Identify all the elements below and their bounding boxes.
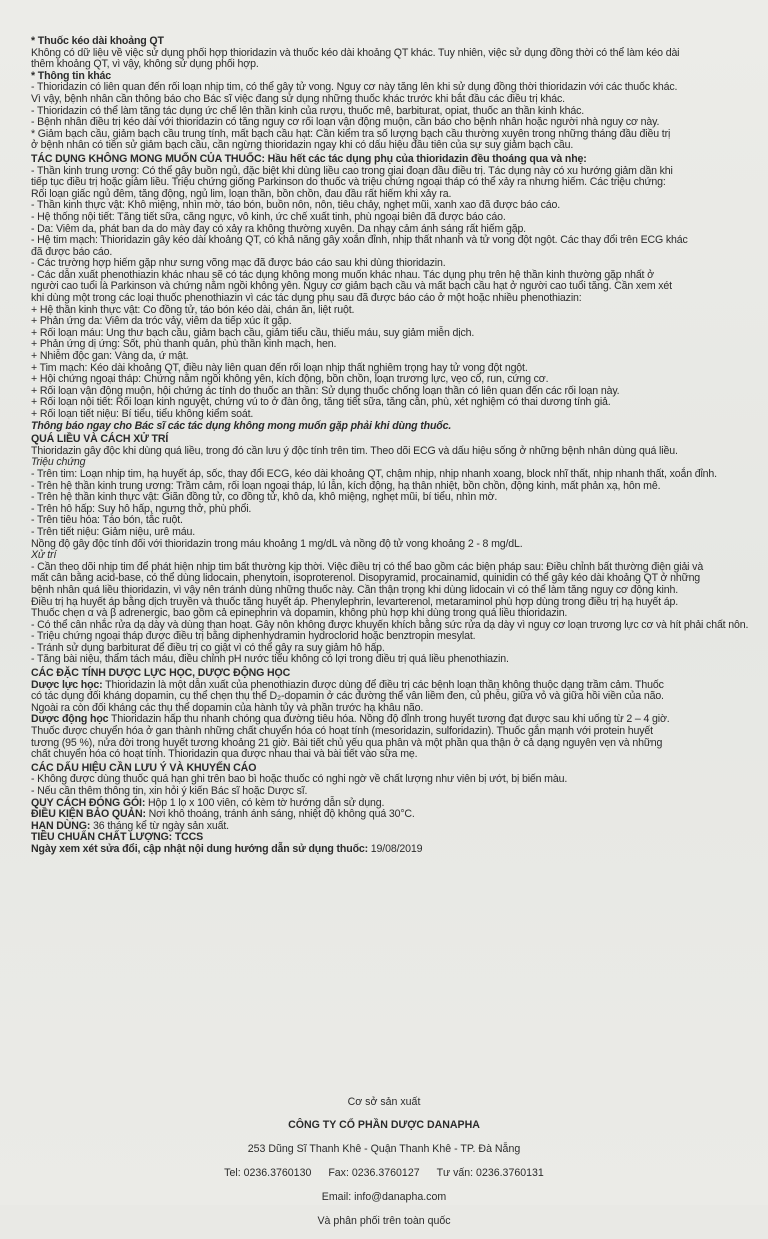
line-text: CÁC ĐẶC TÍNH DƯỢC LỰC HỌC, DƯỢC ĐỘNG HỌC bbox=[31, 667, 291, 680]
line-text: Thuốc được chuyển hóa ở gan thành những chất chuyển hóa có hoạt tính (mesoridazin, sulforidazin). Thuốc gắn mạnh với protein huyết bbox=[31, 725, 653, 738]
line-text: có tác dụng đối kháng dopamin, cụ thể chẹn thụ thể D₂-dopamin ở các đường thể vân liềm đen, củ phễu, giữa vỏ và giữa hồi viền của não. bbox=[31, 690, 664, 703]
advice-phone: Tư vấn: 0236.3760131 bbox=[436, 1167, 544, 1180]
line-text: * Thông tin khác bbox=[31, 69, 111, 82]
line-text: * Giảm bạch cầu, giảm bạch cầu trung tính, mất bạch cầu hạt: Cần kiểm tra số lượng bạch cầu thường xuyên trong những tháng đầu điều trị bbox=[31, 127, 671, 140]
line-text-rest: Thioridazin hấp thu nhanh chóng qua đường tiêu hóa. Nồng độ đỉnh trong huyết tương đạt được sau khi uống từ 2 – 4 giờ. bbox=[108, 713, 670, 726]
line-text: + Rối loạn nội tiết: Rối loạn kinh nguyệt, chứng vú to ở đàn ông, tăng tiết sữa, tăng cân, phù, xét nghiệm có thai dương tính giả. bbox=[31, 396, 611, 409]
line-text: - Không được dùng thuốc quá hạn ghi trên bao bì hoặc thuốc có nghi ngờ về chất lượng như viên bị ướt, bị biến màu. bbox=[31, 773, 568, 786]
line-text: Điều trị hạ huyết áp bằng dịch truyền và thuốc tăng huyết áp. Phenylephrin, levarterenol, metaraminol phù hợp dùng trong điều trị hạ huyết áp. bbox=[31, 595, 679, 608]
line-text: - Các dẫn xuất phenothiazin khác nhau sẽ có tác dụng không mong muốn khác nhau. Tác dụng phụ trên hệ thần kinh thường gặp nhất ở bbox=[31, 268, 654, 281]
line-text: Thuốc chẹn α và β adrenergic, bao gồm cả epinephrin và dopamin, không phù hợp khi dùng trong quá liều thioridazin. bbox=[31, 607, 568, 620]
fax: Fax: 0236.3760127 bbox=[328, 1167, 420, 1180]
company-address: 253 Dũng Sĩ Thanh Khê - Quận Thanh Khê - TP. Đà Nẵng bbox=[247, 1143, 521, 1156]
line-text: Dược động học bbox=[31, 713, 109, 726]
line-text: đã được báo cáo. bbox=[31, 245, 113, 258]
line-text: * Thuốc kéo dài khoảng QT bbox=[31, 35, 164, 47]
line-text: Thioridazin gây độc khi dùng quá liều, trong đó cần lưu ý độc tính trên tim. Theo dõi ECG và dấu hiệu sống ở những bệnh nhân dùng quá liều. bbox=[31, 444, 678, 457]
line-text: CÁC DẤU HIỆU CẦN LƯU Ý VÀ KHUYẾN CÁO bbox=[31, 761, 257, 774]
line-text: - Trên tiết niệu: Giảm niệu, urê máu. bbox=[31, 525, 196, 538]
line-text: - Bệnh nhân điều trị kéo dài với thioridazin có tăng nguy cơ rối loạn vận động muộn, cần báo cho bệnh nhân hoặc người nhà nguy cơ này. bbox=[31, 116, 660, 129]
line-text: HẠN DÙNG: bbox=[31, 819, 91, 832]
producer-label: Cơ sở sản xuất bbox=[347, 1095, 421, 1108]
text-line bbox=[31, 421, 753, 433]
manufacturer-footer bbox=[0, 1085, 768, 1239]
line-text: tương (95 %), nửa đời trong huyết tương khoảng 21 giờ. Bài tiết chủ yếu qua phân và một phần qua thận ở cả dạng nguyên vẹn và những bbox=[31, 736, 663, 749]
line-text: khi dùng một trong các loại thuốc phenothiazin vì các tác dụng phụ sau đã được báo cáo ở một hoặc nhiều phenothiazin: bbox=[31, 292, 582, 305]
line-text: Nồng độ gây độc tính đối với thioridazin trong máu khoảng 1 mg/dL và nồng độ tử vong khoảng 2 - 8 mg/dL. bbox=[31, 537, 523, 550]
line-text: - Thioridazin có thể làm tăng tác dụng ức chế lên thần kinh của rượu, thuốc mê, barbiturat, opiat, thuốc an thần kinh khác. bbox=[31, 104, 585, 117]
line-text: Vì vậy, bệnh nhân cần thông báo cho Bác sĩ việc đang sử dụng những thuốc khác trước khi bắt đầu các điều trị khác. bbox=[31, 92, 565, 105]
line-text: Thông báo ngay cho Bác sĩ các tác dụng không mong muốn gặp phải khi dùng thuốc. bbox=[31, 419, 452, 432]
line-text: chất chuyển hóa có hoạt tính. Thioridazin qua được nhau thai và bài tiết vào sữa mẹ. bbox=[31, 748, 418, 761]
line-text: - Các trường hợp hiếm gặp như sưng võng mạc đã được báo cáo sau khi dùng thioridazin. bbox=[31, 257, 446, 270]
line-text: Ngoài ra còn đối kháng các thụ thể dopamin của hành tủy và phần trước hạ khâu não. bbox=[31, 701, 424, 714]
company-name: CÔNG TY CỔ PHẦN DƯỢC DANAPHA bbox=[288, 1119, 480, 1132]
email: Email: info@danapha.com bbox=[321, 1191, 447, 1204]
line-text: - Da: Viêm da, phát ban da do mày đay có xảy ra không thường xuyên. Da nhạy cảm ánh sáng rất hiếm gặp. bbox=[31, 222, 526, 235]
line-text: + Hệ thần kinh thực vật: Co đồng tử, táo bón kéo dài, chán ăn, liệt ruột. bbox=[31, 303, 355, 316]
line-text: Triệu chứng bbox=[31, 456, 86, 469]
line-text: - Triệu chứng ngoại tháp được điều trị bằng diphenhydramin hydroclorid hoặc benztropin mesylat. bbox=[31, 630, 476, 643]
line-text: - Cần theo dõi nhịp tim để phát hiện nhịp tim bất thường kịp thời. Việc điều trị có thể bao gồm các biện pháp sau: Điều chỉnh bất thường điện giải và bbox=[31, 560, 704, 573]
line-text-rest: Hầu hết các tác dụng phụ của thioridazin đều thoáng qua và nhẹ: bbox=[264, 152, 587, 165]
line-text: - Trên hô hấp: Suy hô hấp, ngưng thở, phù phổi. bbox=[31, 502, 252, 515]
line-text-rest: 36 tháng kể từ ngày sản xuất. bbox=[90, 819, 229, 832]
line-text: ở bệnh nhân có tiền sử giảm bạch cầu, cần ngừng thioridazin ngay khi có dấu hiệu đầu tiên của sự suy giảm bạch cầu. bbox=[31, 139, 574, 152]
line-text: + Phản ứng da: Viêm da tróc vảy, viêm da tiếp xúc ít gặp. bbox=[31, 315, 292, 328]
line-text: - Hệ thống nội tiết: Tăng tiết sữa, căng ngực, vô kinh, ức chế xuất tinh, phù ngoại biên đã được báo cáo. bbox=[31, 210, 506, 223]
line-text: Dược lực học: bbox=[31, 678, 103, 691]
line-text-rest: Hộp 1 lọ x 100 viên, có kèm tờ hướng dẫn sử dụng. bbox=[145, 796, 385, 809]
text-line bbox=[31, 235, 753, 247]
line-text: tiếp tục điều trị hoặc giảm liều. Triệu chứng giống Parkinson do thuốc và triệu chứng ngoại tháp có thể xảy ra nhưng hiếm. Các triệu chứng: bbox=[31, 176, 666, 189]
contact-line bbox=[0, 1167, 768, 1180]
line-text: ĐIỀU KIỆN BẢO QUẢN: bbox=[31, 808, 146, 821]
line-text: Ngày xem xét sửa đổi, cập nhật nội dung hướng dẫn sử dụng thuốc: bbox=[31, 842, 369, 855]
line-text: - Thần kinh thực vật: Khô miệng, nhìn mờ, táo bón, buồn nôn, nôn, tiêu chảy, nghẹt mũi, xanh xao đã được báo cáo. bbox=[31, 199, 560, 212]
line-text: TIÊU CHUẨN CHẤT LƯỢNG: TCCS bbox=[31, 831, 204, 844]
line-text: người cao tuổi là Parkinson và chứng nằm ngồi không yên. Nguy cơ giảm bạch cầu và mất bạch cầu hạt ở người cao tuổi tăng. Cần xem xét bbox=[31, 280, 672, 293]
text-line bbox=[31, 140, 753, 152]
line-text: Xử trí bbox=[31, 549, 57, 562]
line-text: + Tim mạch: Kéo dài khoảng QT, điều này liên quan đến rối loạn nhịp thất nghiêm trọng hay tử vong đột ngột. bbox=[31, 361, 528, 374]
line-text: + Rối loạn máu: Ung thư bạch cầu, giảm bạch cầu, giảm tiểu cầu, thiếu máu, suy giảm miễn dịch. bbox=[31, 326, 475, 339]
line-text: Rối loạn giấc ngủ đêm, tăng động, ngủ lim, loạn thần, bồn chồn, đau đầu rất hiếm khi xảy ra. bbox=[31, 187, 452, 200]
line-text: + Hội chứng ngoại tháp: Chứng nằm ngồi không yên, kích động, bồn chồn, loạn trương lực, vẹo cổ, run, cứng cơ. bbox=[31, 373, 549, 386]
line-text: - Thần kinh trung ương: Có thể gây buồn ngủ, đặc biệt khi dùng liều cao trong giai đoạn đầu điều trị. Tác dụng này có xu hướng giảm dần khi bbox=[31, 164, 673, 177]
line-text: - Trên tiêu hóa: Táo bón, tắc ruột. bbox=[31, 514, 183, 527]
text-line bbox=[31, 654, 753, 666]
line-text-rest: 19/08/2019 bbox=[368, 842, 423, 855]
line-text: bệnh nhân quá liều thioridazin, vì vậy nên tránh dùng những thuốc này. Cần thận trọng khi dùng lidocain vì có thể làm tăng nguy cơ động kinh. bbox=[31, 583, 679, 596]
text-line bbox=[31, 59, 753, 71]
line-text: - Thioridazin có liên quan đến rối loạn nhịp tim, có thể gây tử vong. Nguy cơ này tăng lên khi sử dụng đồng thời thioridazin với các thuốc khác. bbox=[31, 81, 678, 94]
text-line bbox=[31, 749, 753, 761]
line-text: - Tăng bài niệu, thẩm tách máu, điều chỉnh pH nước tiểu không có lợi trong điều trị quá liều phenothiazin. bbox=[31, 653, 509, 666]
line-text: - Trên hệ thần kinh thực vật: Giãn đồng tử, co đồng tử, khô da, khô miệng, nghẹt mũi, bí tiểu, nhìn mờ. bbox=[31, 491, 498, 504]
line-text: QUY CÁCH ĐÓNG GÓI: bbox=[31, 796, 146, 809]
text-line bbox=[31, 446, 753, 458]
line-text: + Rối loạn vận động muộn, hội chứng ác tính do thuốc an thần: Sử dụng thuốc chống loạn thần có liên quan đến các rối loạn này. bbox=[31, 384, 620, 397]
line-text: - Trên hệ thần kinh trung ương: Trầm cảm, rối loạn ngoại tháp, lú lẫn, kích động, hạ thân nhiệt, bồn chồn, động kinh, mất phản xạ, hôn mê. bbox=[31, 479, 661, 492]
leaflet-body bbox=[31, 36, 753, 856]
line-text: Không có dữ liệu về việc sử dụng phối hợp thioridazin và thuốc kéo dài khoảng QT khác. Tuy nhiên, việc sử dụng đồng thời có thể làm kéo dài bbox=[31, 46, 680, 59]
line-text-rest: Thioridazin là một dẫn xuất của phenothiazin được dùng để điều trị các bệnh loạn thần không thuộc dạng trầm cảm. Thuốc bbox=[102, 678, 664, 691]
line-text: TÁC DỤNG KHÔNG MONG MUỐN CỦA THUỐC: bbox=[31, 152, 265, 165]
line-text: - Tránh sử dụng barbiturat để điều trị co giật vì có thể gây ra suy giảm hô hấp. bbox=[31, 641, 385, 654]
line-text: - Có thể cân nhắc rửa dạ dày và dùng than hoạt. Gây nôn không được khuyến khích bằng sức rửa dạ dày vì nguy cơ loạn trương lực cơ và hít phải chất nôn. bbox=[31, 618, 749, 631]
line-text: thêm khoảng QT, vì vậy, không sử dụng phối hợp. bbox=[31, 58, 259, 71]
distribution-note: Và phân phối trên toàn quốc bbox=[317, 1215, 451, 1228]
text-line bbox=[31, 539, 753, 551]
line-text: + Nhiễm độc gan: Vàng da, ứ mật. bbox=[31, 350, 189, 363]
line-text: - Hệ tim mạch: Thioridazin gây kéo dài khoảng QT, có khả năng gây xoắn đỉnh, nhịp thất nhanh và tử vong đột ngột. Các thay đổi trên ECG khác bbox=[31, 234, 688, 247]
line-text-rest: Nơi khô thoáng, tránh ánh sáng, nhiệt độ không quá 30°C. bbox=[145, 808, 415, 821]
line-text: - Trên tim: Loạn nhịp tim, hạ huyết áp, sốc, thay đổi ECG, kéo dài khoảng QT, chậm nhịp, nhịp nhanh xoang, block nhĩ thất, nhịp nhanh thất, xoắn đỉnh. bbox=[31, 467, 717, 480]
text-line bbox=[31, 844, 753, 856]
line-text: QUÁ LIỀU VÀ CÁCH XỬ TRÍ bbox=[31, 433, 169, 446]
line-text: - Nếu cần thêm thông tin, xin hỏi ý kiến Bác sĩ hoặc Dược sĩ. bbox=[31, 785, 308, 797]
line-text: + Phản ứng dị ứng: Sốt, phù thanh quản, phù thần kinh mạch, hen. bbox=[31, 338, 337, 351]
line-text: + Rối loạn tiết niệu: Bí tiểu, tiểu không kiểm soát. bbox=[31, 408, 254, 420]
tel: Tel: 0236.3760130 bbox=[224, 1167, 312, 1180]
line-text: mất cân bằng acid-base, có thể dùng lidocain, phenytoin, isoproterenol. Disopyramid, procainamid, quinidin có thể gây kéo dài khoảng QT ở những bbox=[31, 572, 701, 585]
